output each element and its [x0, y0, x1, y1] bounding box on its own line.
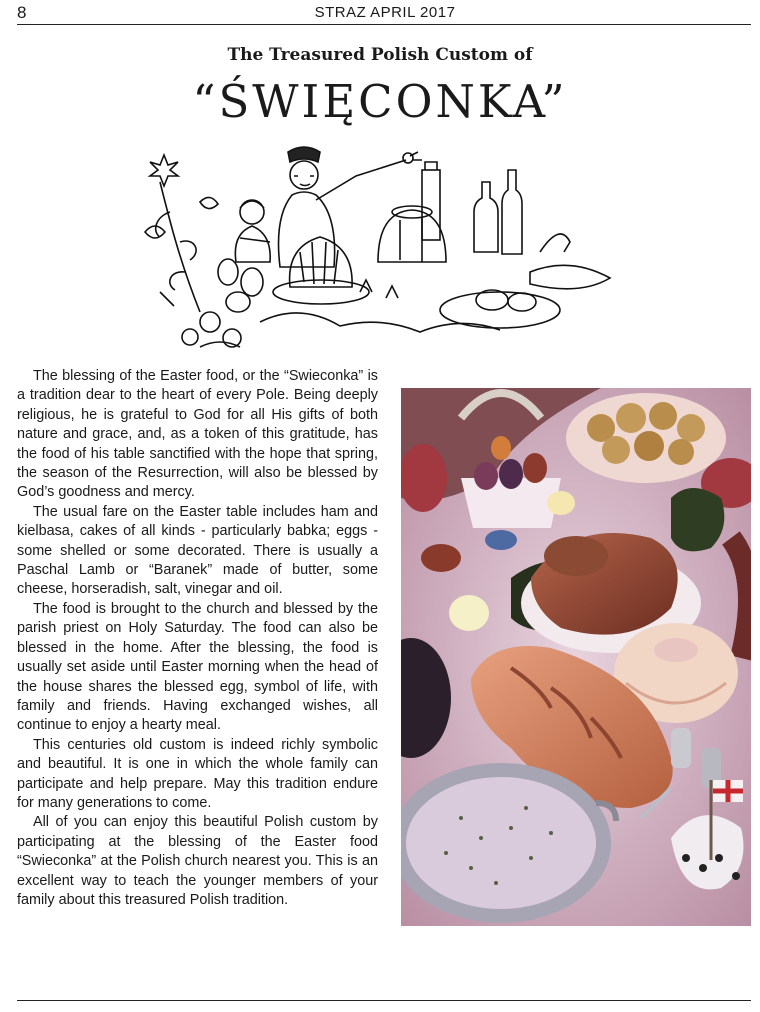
eggs-greenery-illustration: [218, 259, 500, 332]
blessing-illustration: [140, 142, 620, 362]
paragraph-church-blessing: The food is brought to the church and blessed by the parish priest on Holy Saturday. The food can also be blessed in the home. After the blessing, the food is usually set aside until Easter morning when the head of the house shares the blessed egg, symbol of life, with family and friends. Having exchanged wishes, all continue to enjoy a hearty meal.: [17, 600, 378, 734]
child-figure-illustration: [235, 200, 270, 262]
babka-cake-illustration: [273, 206, 446, 304]
running-head: STRAZ APRIL 2017: [314, 4, 456, 21]
easter-table-photo: [401, 388, 751, 926]
title-headline: “ŚWIĘCONKA”: [192, 75, 568, 128]
footer-rule: [17, 1000, 751, 1001]
page-number: 8: [17, 3, 27, 22]
paragraph-blessing-intro: The blessing of the Easter food, or the “Swieconka” is a tradition dear to the heart of every Pole. Being deeply religious, he is grateful to God for all His gifts of both nature and grace, and, as a token of this gratitude, has the food of his table sanctified with the hope that spring, the season of the Resurrection, will also be blessed by God’s goodness and mercy.: [17, 368, 378, 501]
header-rule: [17, 24, 751, 25]
article-body: [17, 367, 378, 910]
bottles-illustration: [422, 162, 522, 254]
title-kicker: The Treasured Polish Custom of: [227, 45, 533, 65]
flower-spray-left-illustration: [145, 155, 241, 347]
paragraph-easter-fare: The usual fare on the Easter table includes ham and kielbasa, cakes of all kinds - particularly babka; eggs - some shelled or some decorated. There is usually a Paschal Lamb or “Baranek” made of butter, some cheese, horseradish, salt, vinegar and oil.: [17, 503, 378, 598]
food-platter-illustration: [440, 234, 610, 328]
paragraph-invitation: All of you can enjoy this beautiful Polish custom by participating at the blessing of the Easter food “Swieconka” at the Polish church nearest you. This is an excellent way to teach the younger members of your family about this treasured Polish tradition.: [17, 814, 378, 908]
paragraph-symbolic-custom: This centuries old custom is indeed richly symbolic and beautiful. It is one in which the whole family can participate and help prepare. May this tradition endure for many generations to come.: [17, 736, 378, 811]
